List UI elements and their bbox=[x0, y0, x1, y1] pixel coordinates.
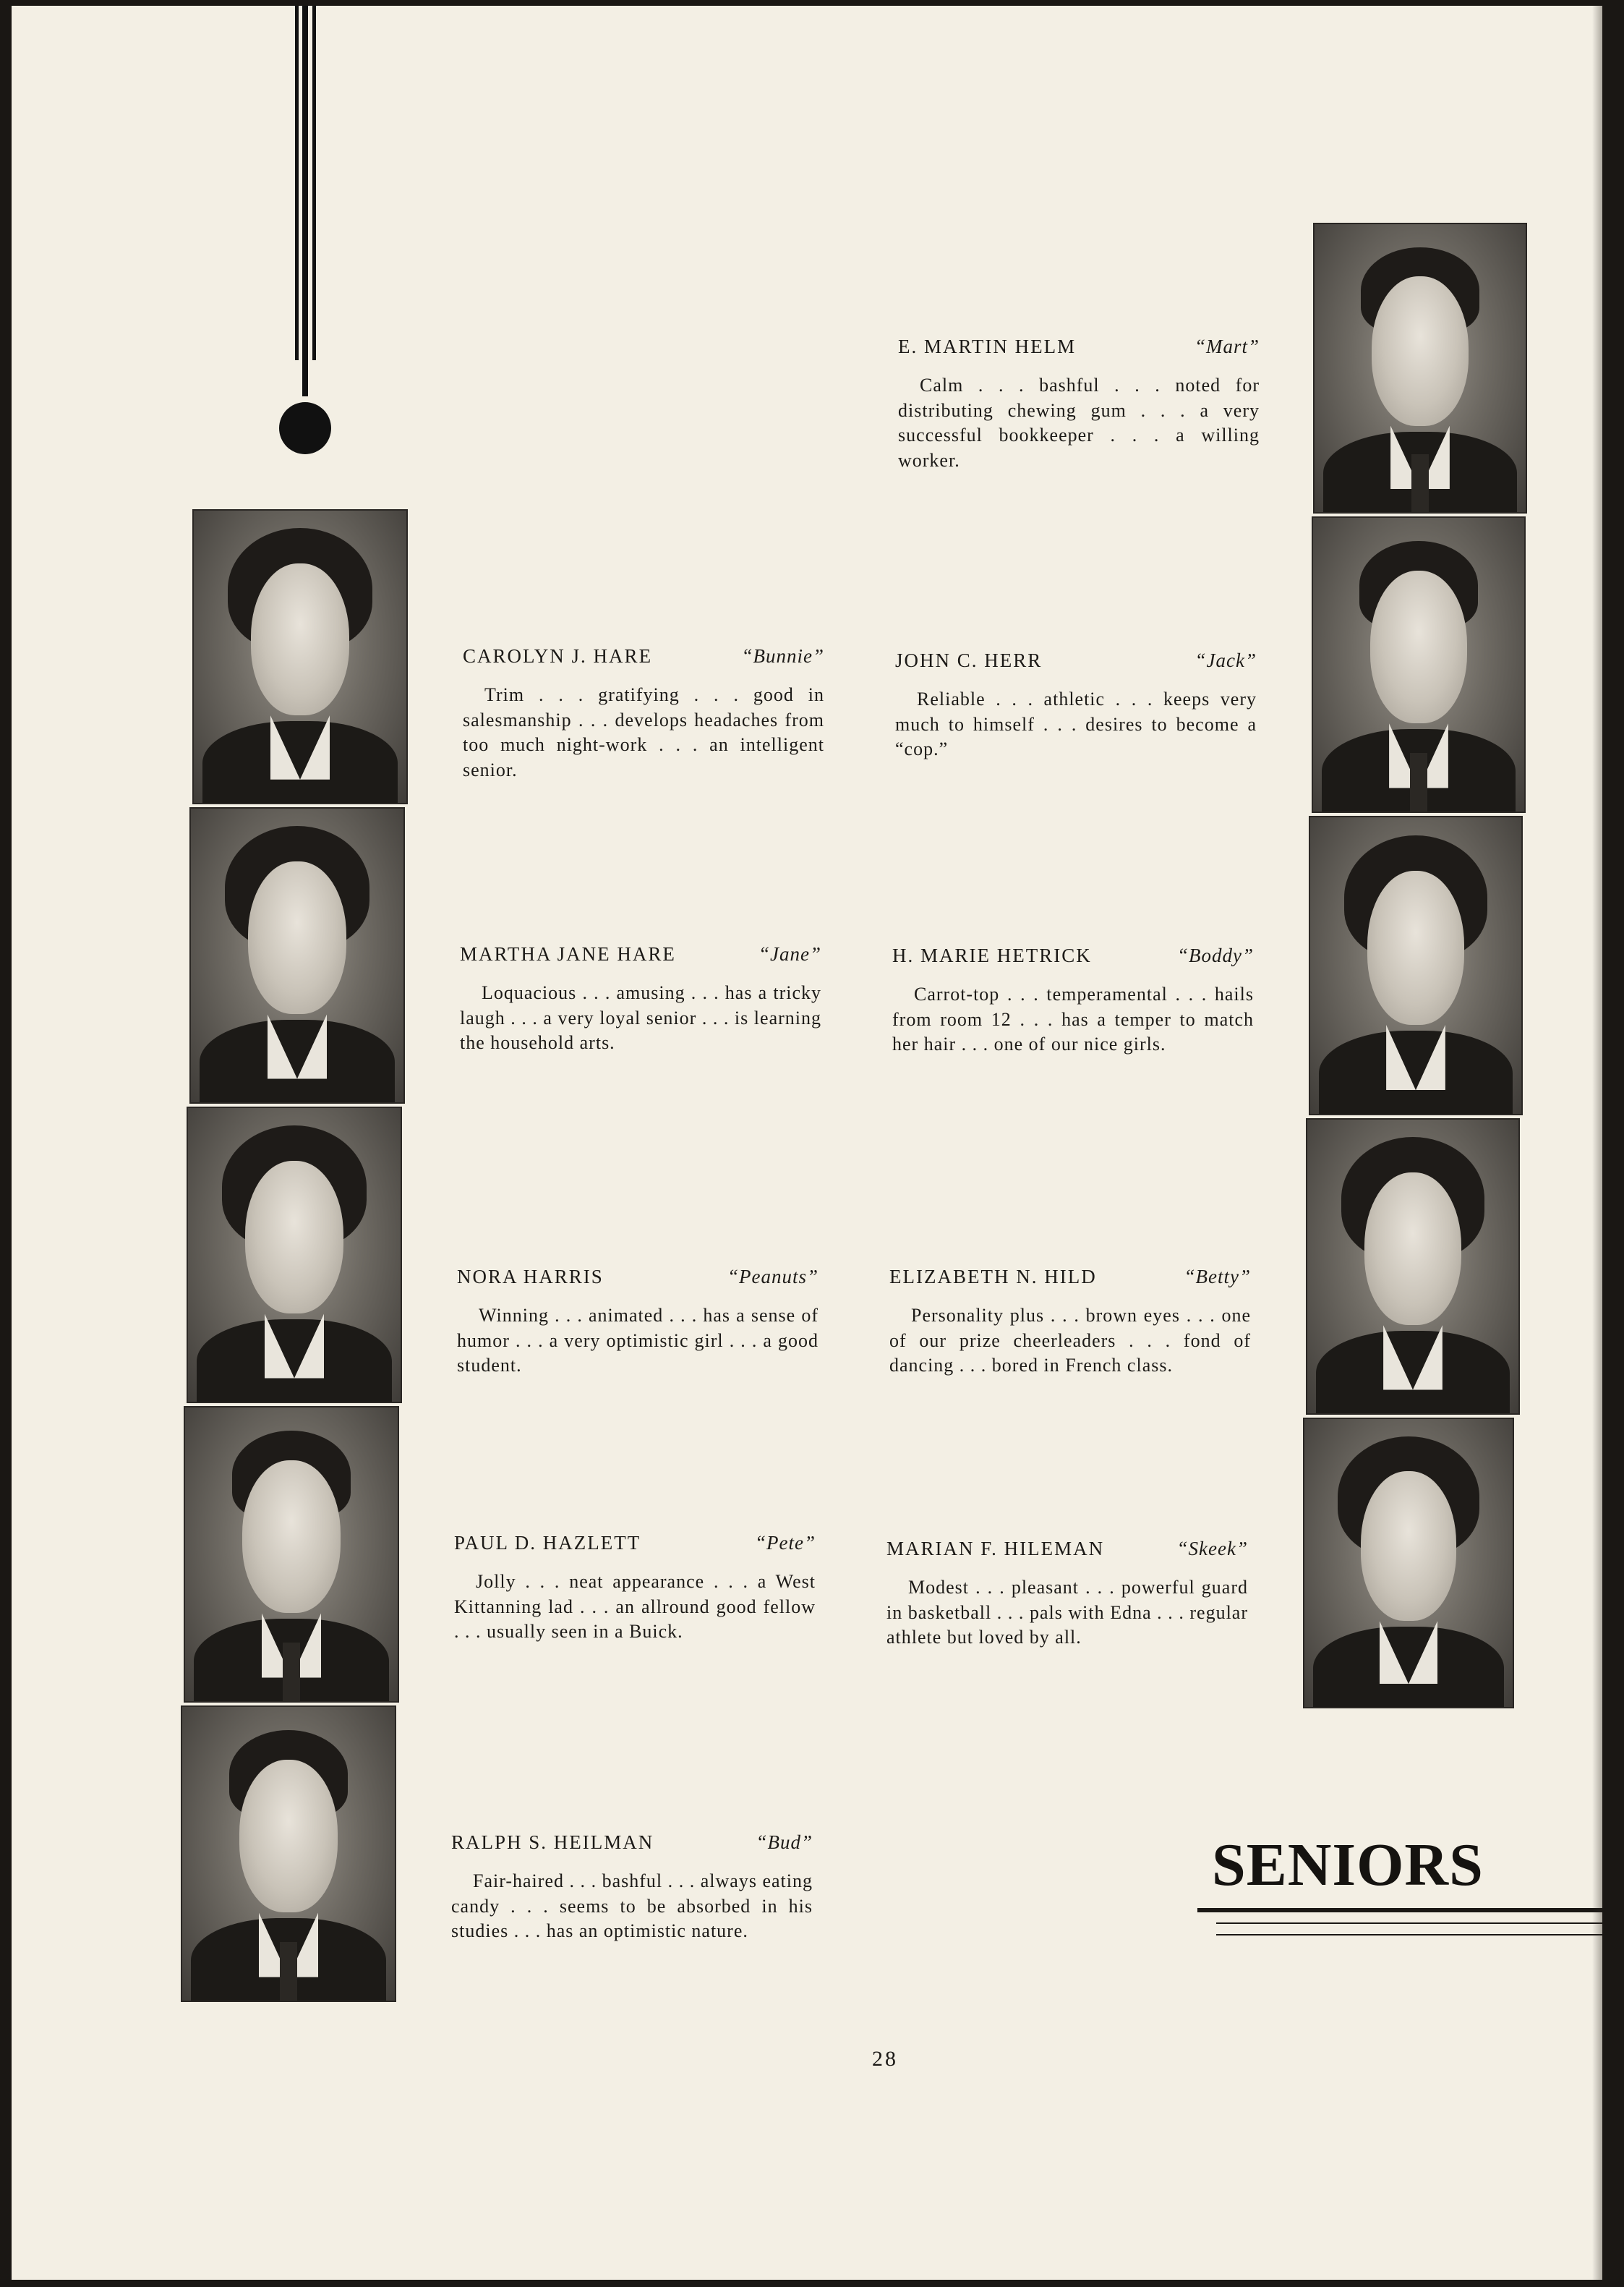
senior-description: Trim . . . gratifying . . . good in salesmanship . . . develops headaches from too much night-work . . . an intelligent senior. bbox=[463, 684, 824, 780]
senior-name: MARTHA JANE HARE bbox=[460, 943, 676, 965]
senior-name: PAUL D. HAZLETT bbox=[454, 1532, 641, 1554]
photo-martin-helm bbox=[1313, 223, 1527, 514]
title-rule-thin-2 bbox=[1216, 1934, 1602, 1935]
photo-marie-hetrick bbox=[1309, 816, 1523, 1115]
senior-name: CAROLYN J. HARE bbox=[463, 645, 653, 667]
senior-description: Reliable . . . athletic . . . keeps very much to himself . . . desires to become a “cop.” bbox=[895, 689, 1257, 759]
senior-nickname: “Mart” bbox=[1194, 336, 1260, 357]
senior-entry bbox=[454, 1532, 816, 1645]
photo-martha-jane-hare bbox=[189, 807, 405, 1104]
senior-name: E. MARTIN HELM bbox=[898, 336, 1077, 357]
senior-description: Fair-haired . . . bashful . . . always eating candy . . . seems to be absorbed in his studies . . . has an optimistic nature. bbox=[451, 1870, 813, 1941]
senior-entry bbox=[463, 645, 824, 783]
senior-nickname: “Betty” bbox=[1184, 1266, 1251, 1287]
senior-nickname: “Jack” bbox=[1195, 650, 1257, 671]
ornament-dot bbox=[279, 402, 331, 454]
senior-nickname: “Peanuts” bbox=[727, 1266, 819, 1287]
photo-elizabeth-hild bbox=[1306, 1118, 1520, 1415]
page-number: 28 bbox=[872, 2047, 898, 2071]
senior-entry bbox=[886, 1538, 1248, 1651]
senior-name: MARIAN F. HILEMAN bbox=[886, 1538, 1105, 1559]
title-rule-thin-1 bbox=[1216, 1922, 1602, 1924]
senior-entry bbox=[451, 1831, 813, 1944]
photo-marian-hileman bbox=[1303, 1418, 1514, 1708]
senior-entry bbox=[892, 945, 1254, 1057]
senior-nickname: “Pete” bbox=[755, 1532, 816, 1554]
senior-description: Calm . . . bashful . . . noted for distributing chewing gum . . . a very successful bookkeeper . . . a willing worker. bbox=[898, 375, 1260, 471]
senior-name: ELIZABETH N. HILD bbox=[889, 1266, 1097, 1287]
ornament-line-center bbox=[302, 6, 308, 396]
senior-description: Loquacious . . . amusing . . . has a tricky laugh . . . a very loyal senior . . . is learning the household arts. bbox=[460, 982, 821, 1053]
senior-nickname: “Boddy” bbox=[1176, 945, 1254, 966]
senior-description: Carrot-top . . . temperamental . . . hails from room 12 . . . has a temper to match her hair . . . one of our nice girls. bbox=[892, 984, 1254, 1055]
senior-name: RALPH S. HEILMAN bbox=[451, 1831, 654, 1853]
senior-entry bbox=[895, 650, 1257, 762]
senior-entry bbox=[898, 336, 1260, 473]
senior-description: Jolly . . . neat appearance . . . a West Kittanning lad . . . an allround good fellow . . . usually seen in a Buick. bbox=[454, 1571, 816, 1642]
senior-description: Winning . . . animated . . . has a sense of humor . . . a very optimistic girl . . . a good student. bbox=[457, 1305, 819, 1376]
senior-name: JOHN C. HERR bbox=[895, 650, 1043, 671]
title-rule-thick bbox=[1197, 1908, 1602, 1912]
photo-ralph-heilman bbox=[181, 1705, 396, 2002]
section-title: SENIORS bbox=[1212, 1831, 1484, 1899]
senior-nickname: “Bud” bbox=[756, 1831, 813, 1853]
yearbook-page bbox=[12, 6, 1602, 2280]
senior-nickname: “Skeek” bbox=[1176, 1538, 1248, 1559]
photo-nora-harris bbox=[187, 1107, 402, 1403]
senior-name: H. MARIE HETRICK bbox=[892, 945, 1092, 966]
photo-carolyn-hare bbox=[192, 509, 408, 804]
senior-nickname: “Jane” bbox=[758, 943, 821, 965]
senior-description: Personality plus . . . brown eyes . . . one of our prize cheerleaders . . . fond of dancing . . . bored in French class. bbox=[889, 1305, 1251, 1376]
senior-entry bbox=[457, 1266, 819, 1379]
ornament-line-left bbox=[295, 6, 299, 360]
senior-description: Modest . . . pleasant . . . powerful guard in basketball . . . pals with Edna . . . regular athlete but loved by all. bbox=[886, 1577, 1248, 1648]
senior-entry bbox=[460, 943, 821, 1056]
photo-paul-hazlett bbox=[184, 1406, 399, 1703]
senior-nickname: “Bunnie” bbox=[741, 645, 824, 667]
senior-entry bbox=[889, 1266, 1251, 1379]
ornament-line-right bbox=[312, 6, 316, 360]
senior-name: NORA HARRIS bbox=[457, 1266, 604, 1287]
photo-john-herr bbox=[1312, 516, 1526, 813]
